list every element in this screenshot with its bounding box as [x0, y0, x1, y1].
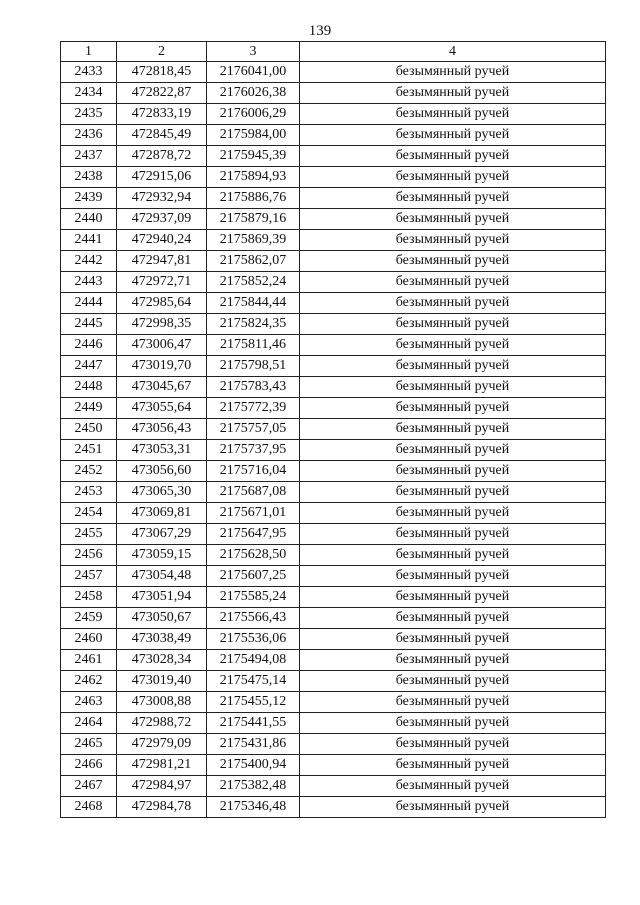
x-coordinate-cell: 472833,19 [117, 104, 207, 125]
x-coordinate-cell: 472984,97 [117, 776, 207, 797]
x-coordinate-cell: 473038,49 [117, 629, 207, 650]
table-row [61, 398, 606, 419]
y-coordinate-cell: 2175772,39 [207, 398, 300, 419]
point-number-cell: 2448 [61, 377, 117, 398]
x-coordinate-cell: 472988,72 [117, 713, 207, 734]
column-header-3: 3 [207, 42, 300, 62]
table-row [61, 125, 606, 146]
table-row [61, 167, 606, 188]
table-row [61, 62, 606, 83]
x-coordinate-cell: 473051,94 [117, 587, 207, 608]
x-coordinate-cell: 473067,29 [117, 524, 207, 545]
description-cell: безымянный ручей [300, 419, 606, 440]
point-number-cell: 2440 [61, 209, 117, 230]
table-row [61, 503, 606, 524]
y-coordinate-cell: 2175879,16 [207, 209, 300, 230]
point-number-cell: 2460 [61, 629, 117, 650]
point-number-cell: 2434 [61, 83, 117, 104]
table-row [61, 272, 606, 293]
point-number-cell: 2461 [61, 650, 117, 671]
description-cell: безымянный ручей [300, 734, 606, 755]
point-number-cell: 2442 [61, 251, 117, 272]
point-number-cell: 2466 [61, 755, 117, 776]
x-coordinate-cell: 472937,09 [117, 209, 207, 230]
table-row [61, 83, 606, 104]
table-row [61, 692, 606, 713]
point-number-cell: 2458 [61, 587, 117, 608]
point-number-cell: 2457 [61, 566, 117, 587]
description-cell: безымянный ручей [300, 62, 606, 83]
y-coordinate-cell: 2175783,43 [207, 377, 300, 398]
description-cell: безымянный ручей [300, 251, 606, 272]
x-coordinate-cell: 473028,34 [117, 650, 207, 671]
point-number-cell: 2449 [61, 398, 117, 419]
description-cell: безымянный ручей [300, 398, 606, 419]
x-coordinate-cell: 472979,09 [117, 734, 207, 755]
description-cell: безымянный ручей [300, 377, 606, 398]
y-coordinate-cell: 2175757,05 [207, 419, 300, 440]
description-cell: безымянный ручей [300, 797, 606, 818]
table-row [61, 314, 606, 335]
table-row [61, 545, 606, 566]
x-coordinate-cell: 473006,47 [117, 335, 207, 356]
y-coordinate-cell: 2175811,46 [207, 335, 300, 356]
table-row [61, 419, 606, 440]
y-coordinate-cell: 2175687,08 [207, 482, 300, 503]
description-cell: безымянный ручей [300, 482, 606, 503]
x-coordinate-cell: 473053,31 [117, 440, 207, 461]
y-coordinate-cell: 2175844,44 [207, 293, 300, 314]
point-number-cell: 2436 [61, 125, 117, 146]
y-coordinate-cell: 2176041,00 [207, 62, 300, 83]
description-cell: безымянный ручей [300, 650, 606, 671]
table-row [61, 461, 606, 482]
y-coordinate-cell: 2175716,04 [207, 461, 300, 482]
x-coordinate-cell: 473045,67 [117, 377, 207, 398]
description-cell: безымянный ручей [300, 671, 606, 692]
description-cell: безымянный ручей [300, 629, 606, 650]
y-coordinate-cell: 2175737,95 [207, 440, 300, 461]
description-cell: безымянный ручей [300, 188, 606, 209]
x-coordinate-cell: 473056,60 [117, 461, 207, 482]
point-number-cell: 2435 [61, 104, 117, 125]
y-coordinate-cell: 2175894,93 [207, 167, 300, 188]
y-coordinate-cell: 2175431,86 [207, 734, 300, 755]
y-coordinate-cell: 2175346,48 [207, 797, 300, 818]
x-coordinate-cell: 473055,64 [117, 398, 207, 419]
point-number-cell: 2444 [61, 293, 117, 314]
point-number-cell: 2451 [61, 440, 117, 461]
table-row [61, 797, 606, 818]
table-row [61, 629, 606, 650]
x-coordinate-cell: 472985,64 [117, 293, 207, 314]
y-coordinate-cell: 2175455,12 [207, 692, 300, 713]
table-row [61, 482, 606, 503]
description-cell: безымянный ручей [300, 314, 606, 335]
y-coordinate-cell: 2175671,01 [207, 503, 300, 524]
description-cell: безымянный ручей [300, 104, 606, 125]
x-coordinate-cell: 473065,30 [117, 482, 207, 503]
description-cell: безымянный ручей [300, 83, 606, 104]
table-row [61, 356, 606, 377]
x-coordinate-cell: 473019,70 [117, 356, 207, 377]
table-row [61, 335, 606, 356]
x-coordinate-cell: 473054,48 [117, 566, 207, 587]
point-number-cell: 2443 [61, 272, 117, 293]
y-coordinate-cell: 2175585,24 [207, 587, 300, 608]
table-row [61, 713, 606, 734]
y-coordinate-cell: 2175798,51 [207, 356, 300, 377]
point-number-cell: 2463 [61, 692, 117, 713]
table-row [61, 104, 606, 125]
x-coordinate-cell: 472940,24 [117, 230, 207, 251]
y-coordinate-cell: 2175824,35 [207, 314, 300, 335]
table-row [61, 650, 606, 671]
point-number-cell: 2441 [61, 230, 117, 251]
description-cell: безымянный ручей [300, 503, 606, 524]
description-cell: безымянный ручей [300, 230, 606, 251]
description-cell: безымянный ручей [300, 608, 606, 629]
description-cell: безымянный ручей [300, 293, 606, 314]
table-row [61, 566, 606, 587]
table-row [61, 776, 606, 797]
y-coordinate-cell: 2175382,48 [207, 776, 300, 797]
x-coordinate-cell: 473059,15 [117, 545, 207, 566]
description-cell: безымянный ручей [300, 440, 606, 461]
point-number-cell: 2452 [61, 461, 117, 482]
point-number-cell: 2439 [61, 188, 117, 209]
y-coordinate-cell: 2175441,55 [207, 713, 300, 734]
y-coordinate-cell: 2175945,39 [207, 146, 300, 167]
point-number-cell: 2438 [61, 167, 117, 188]
description-cell: безымянный ручей [300, 209, 606, 230]
y-coordinate-cell: 2175607,25 [207, 566, 300, 587]
description-cell: безымянный ручей [300, 272, 606, 293]
table-body [61, 62, 606, 818]
x-coordinate-cell: 472932,94 [117, 188, 207, 209]
x-coordinate-cell: 473050,67 [117, 608, 207, 629]
x-coordinate-cell: 473008,88 [117, 692, 207, 713]
table-row [61, 230, 606, 251]
column-header-2: 2 [117, 42, 207, 62]
table-row [61, 209, 606, 230]
table-row [61, 440, 606, 461]
x-coordinate-cell: 472915,06 [117, 167, 207, 188]
point-number-cell: 2437 [61, 146, 117, 167]
table-row [61, 188, 606, 209]
y-coordinate-cell: 2175628,50 [207, 545, 300, 566]
point-number-cell: 2462 [61, 671, 117, 692]
table-row [61, 377, 606, 398]
point-number-cell: 2464 [61, 713, 117, 734]
table-row [61, 293, 606, 314]
description-cell: безымянный ручей [300, 713, 606, 734]
x-coordinate-cell: 473056,43 [117, 419, 207, 440]
x-coordinate-cell: 472845,49 [117, 125, 207, 146]
description-cell: безымянный ручей [300, 125, 606, 146]
column-header-1: 1 [61, 42, 117, 62]
x-coordinate-cell: 473069,81 [117, 503, 207, 524]
x-coordinate-cell: 472947,81 [117, 251, 207, 272]
x-coordinate-cell: 472878,72 [117, 146, 207, 167]
point-number-cell: 2445 [61, 314, 117, 335]
x-coordinate-cell: 472981,21 [117, 755, 207, 776]
point-number-cell: 2467 [61, 776, 117, 797]
y-coordinate-cell: 2176026,38 [207, 83, 300, 104]
y-coordinate-cell: 2175494,08 [207, 650, 300, 671]
x-coordinate-cell: 472984,78 [117, 797, 207, 818]
description-cell: безымянный ручей [300, 755, 606, 776]
x-coordinate-cell: 472818,45 [117, 62, 207, 83]
y-coordinate-cell: 2176006,29 [207, 104, 300, 125]
y-coordinate-cell: 2175536,06 [207, 629, 300, 650]
y-coordinate-cell: 2175647,95 [207, 524, 300, 545]
table-row [61, 587, 606, 608]
description-cell: безымянный ручей [300, 146, 606, 167]
point-number-cell: 2455 [61, 524, 117, 545]
y-coordinate-cell: 2175862,07 [207, 251, 300, 272]
x-coordinate-cell: 472972,71 [117, 272, 207, 293]
point-number-cell: 2446 [61, 335, 117, 356]
table-row [61, 524, 606, 545]
x-coordinate-cell: 473019,40 [117, 671, 207, 692]
y-coordinate-cell: 2175984,00 [207, 125, 300, 146]
table-header-row [61, 42, 606, 62]
table-row [61, 734, 606, 755]
description-cell: безымянный ручей [300, 167, 606, 188]
table-row [61, 671, 606, 692]
description-cell: безымянный ручей [300, 692, 606, 713]
point-number-cell: 2447 [61, 356, 117, 377]
point-number-cell: 2459 [61, 608, 117, 629]
y-coordinate-cell: 2175566,43 [207, 608, 300, 629]
point-number-cell: 2465 [61, 734, 117, 755]
description-cell: безымянный ручей [300, 776, 606, 797]
x-coordinate-cell: 472822,87 [117, 83, 207, 104]
description-cell: безымянный ручей [300, 461, 606, 482]
description-cell: безымянный ручей [300, 524, 606, 545]
description-cell: безымянный ручей [300, 335, 606, 356]
y-coordinate-cell: 2175869,39 [207, 230, 300, 251]
y-coordinate-cell: 2175886,76 [207, 188, 300, 209]
point-number-cell: 2453 [61, 482, 117, 503]
point-number-cell: 2456 [61, 545, 117, 566]
coordinates-table [60, 41, 606, 818]
y-coordinate-cell: 2175852,24 [207, 272, 300, 293]
point-number-cell: 2450 [61, 419, 117, 440]
description-cell: безымянный ручей [300, 566, 606, 587]
column-header-4: 4 [300, 42, 606, 62]
y-coordinate-cell: 2175400,94 [207, 755, 300, 776]
point-number-cell: 2454 [61, 503, 117, 524]
y-coordinate-cell: 2175475,14 [207, 671, 300, 692]
table-row [61, 251, 606, 272]
x-coordinate-cell: 472998,35 [117, 314, 207, 335]
description-cell: безымянный ручей [300, 356, 606, 377]
description-cell: безымянный ручей [300, 587, 606, 608]
point-number-cell: 2433 [61, 62, 117, 83]
table-row [61, 755, 606, 776]
table-row [61, 146, 606, 167]
page-number: 139 [308, 23, 332, 39]
table-row [61, 608, 606, 629]
point-number-cell: 2468 [61, 797, 117, 818]
description-cell: безымянный ручей [300, 545, 606, 566]
